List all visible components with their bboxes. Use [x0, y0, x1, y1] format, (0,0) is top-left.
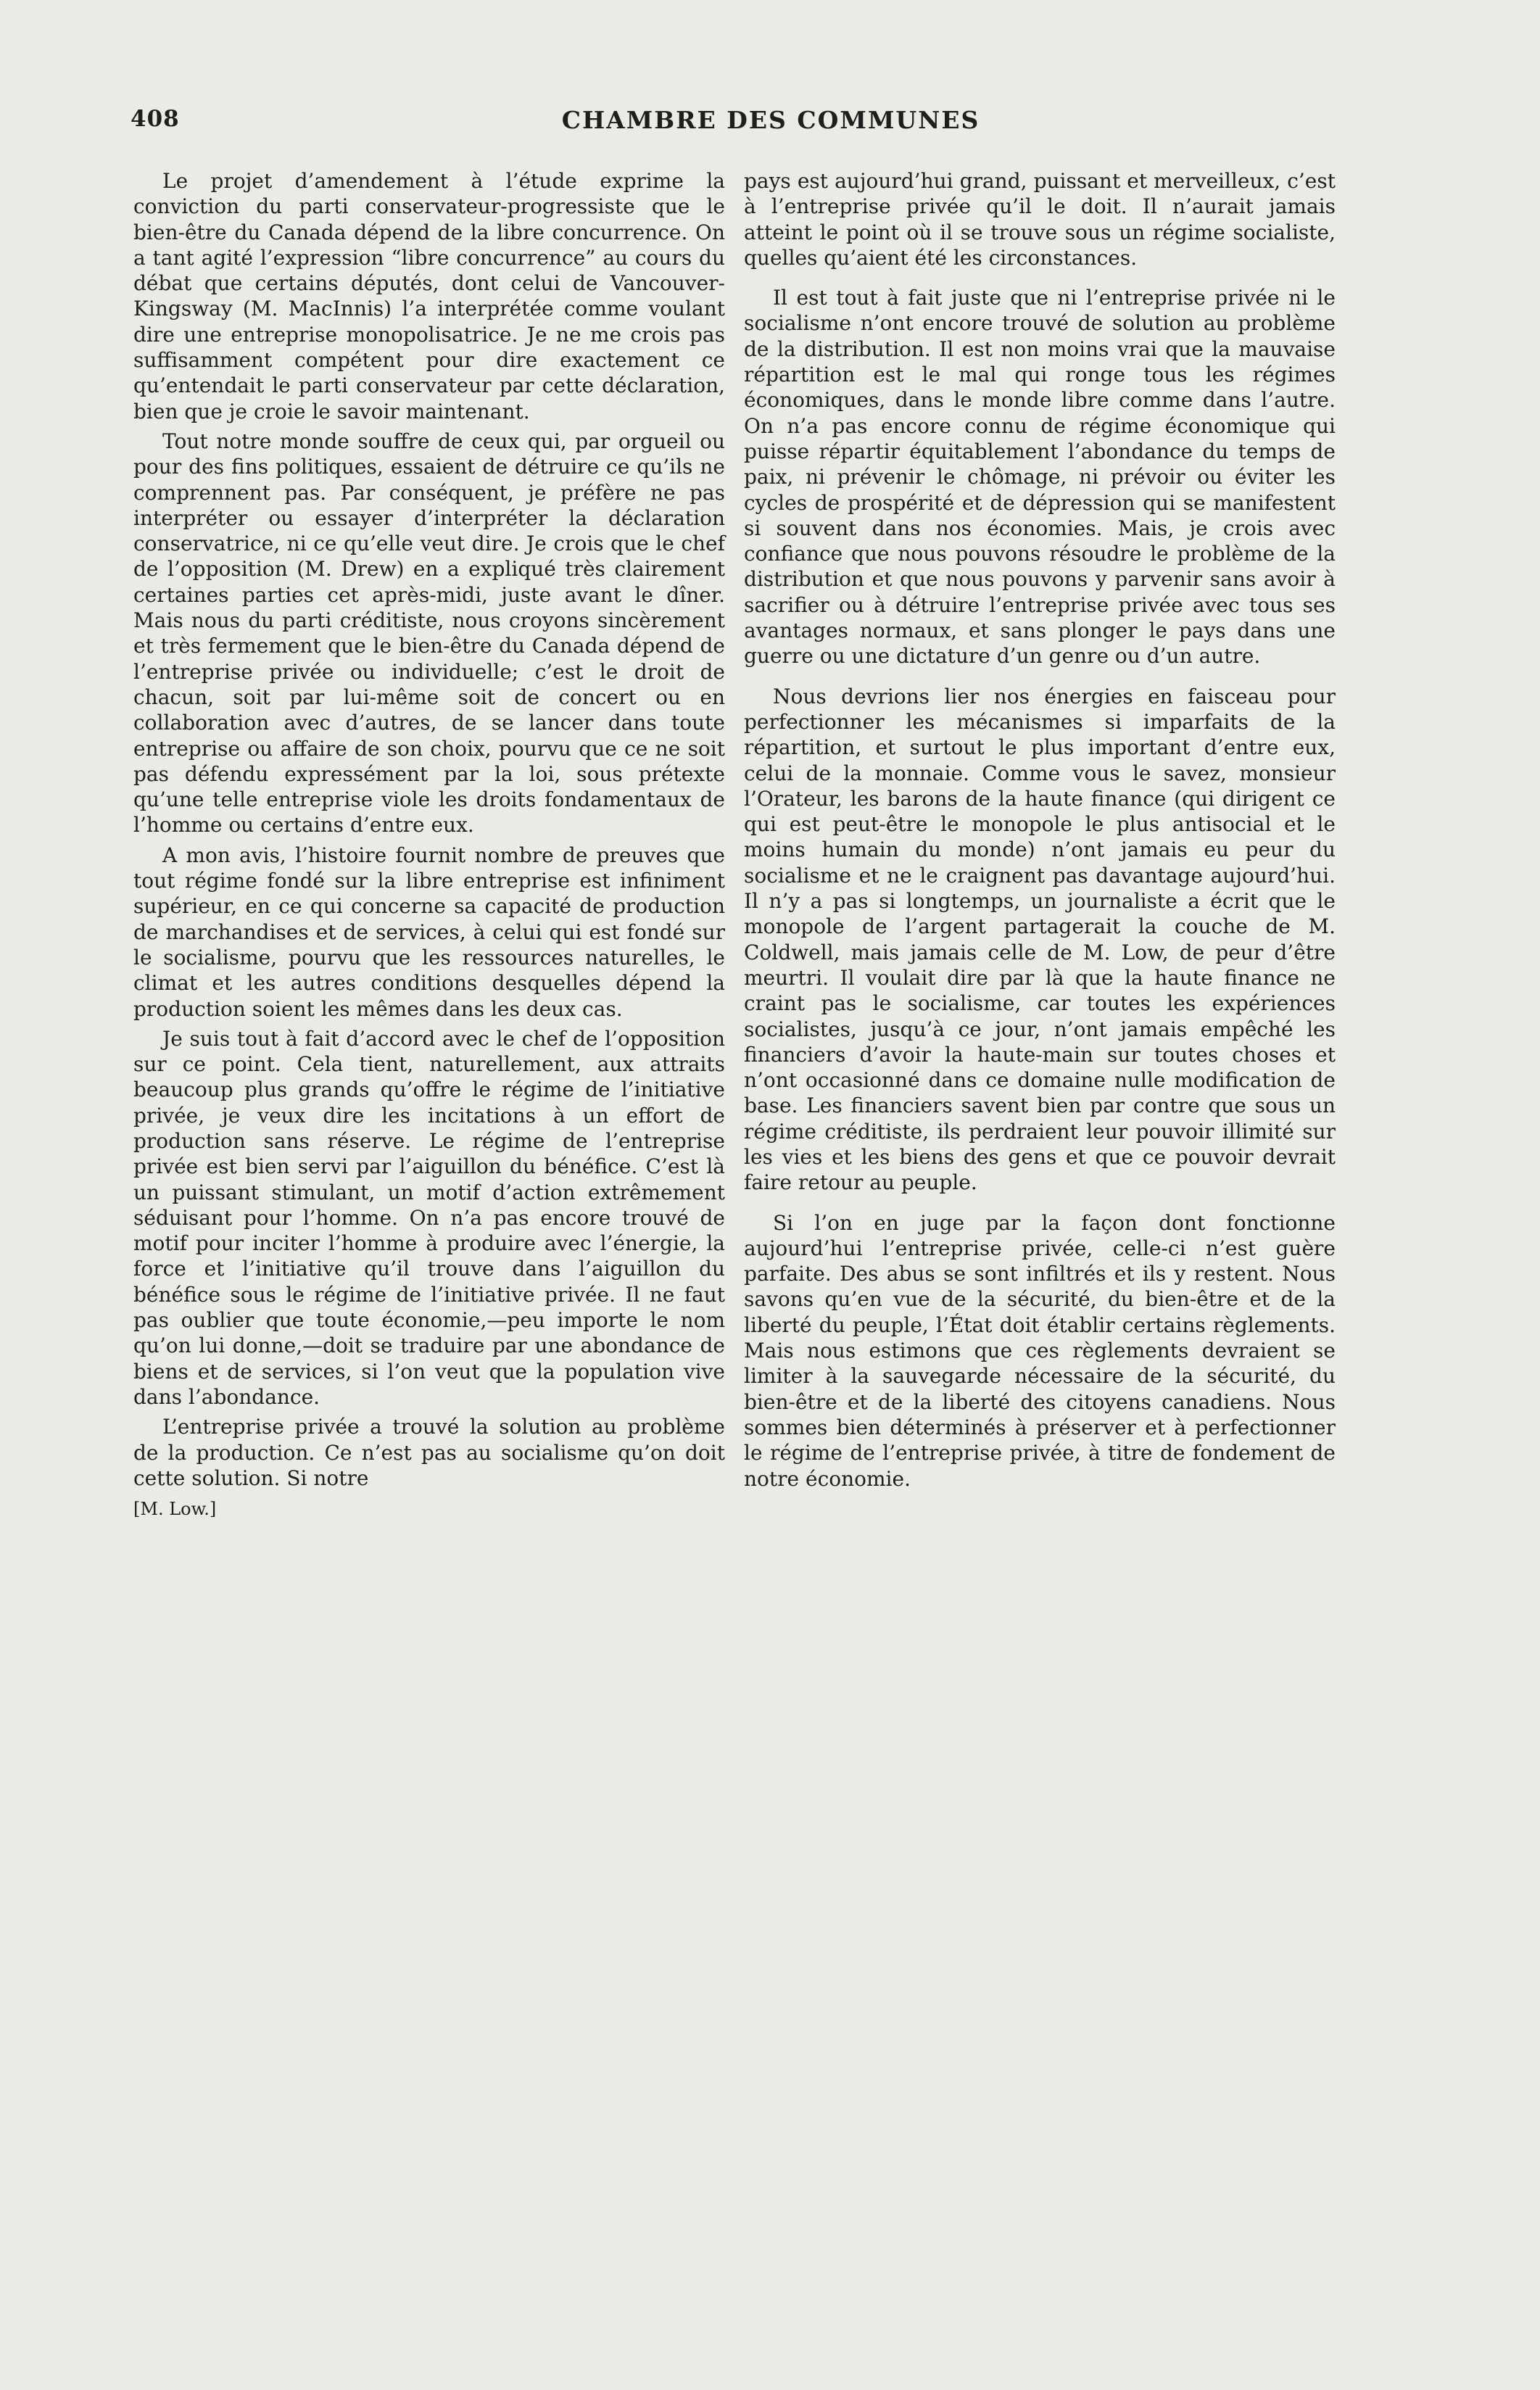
paragraph: A mon avis, l’histoire fournit nombre de preuves que tout régime fondé sur la libre entreprise est infiniment supérieur, en ce qui concerne sa capacité de production de marchandises et de services, à celui qui est fondé sur le socialisme, pourvu que les ressources naturelles, le climat et les autres conditions desquelles dépend la production soient les mêmes dans les deux cas.	[133, 843, 725, 1021]
page-number: 408	[131, 106, 180, 132]
paragraph: Si l’on en juge par la façon dont fonctionne aujourd’hui l’entreprise privée, celle-ci n’est guère parfaite. Des abus se sont infiltrés et ils y restent. Nous savons qu’en vue de la sécurité, du bien-être et de la liberté du peuple, l’État doit établir certains règlements. Mais nous estimons que ces règlements devraient se limiter à la sauvegarde nécessaire de la sécurité, du bien-être et de la liberté des citoyens canadiens. Nous sommes bien déterminés à préserver et à perfectionner le régime de l’entreprise privée, à titre de fondement de notre économie.	[744, 1210, 1336, 1491]
left-column	[133, 168, 725, 1520]
paragraph: Le projet d’amendement à l’étude exprime la conviction du parti conservateur-progressiste que le bien-être du Canada dépend de la libre concurrence. On a tant agité l’expression “libre concurrence” au cours du débat que certains députés, dont celui de Vancouver-Kingsway (M. MacInnis) l’a interprétée comme voulant dire une entreprise monopolisatrice. Je ne me crois pas suffisamment compétent pour dire exactement ce qu’entendait le parti conservateur par cette déclaration, bien que je croie le savoir maintenant.	[133, 169, 725, 423]
right-column	[744, 168, 1336, 1496]
running-title: CHAMBRE DES COMMUNES	[561, 106, 980, 134]
speaker-note: [M. Low.]	[133, 1499, 217, 1520]
paragraph: pays est aujourd’hui grand, puissant et merveilleux, c’est à l’entreprise privée qu’il le doit. Il n’aurait jamais atteint le point où il se trouve sous un régime socialiste, quelles qu’aient été les circonstances.	[744, 169, 1336, 270]
page-header	[131, 106, 1411, 142]
paragraph: L’entreprise privée a trouvé la solution au problème de la production. Ce n’est pas au socialisme qu’on doit cette solution. Si notre	[133, 1415, 725, 1490]
paragraph: Je suis tout à fait d’accord avec le chef de l’opposition sur ce point. Cela tient, naturellement, aux attraits beaucoup plus grands qu’offre le régime de l’initiative privée, je veux dire les incitations à un effort de production sans réserve. Le régime de l’entreprise privée est bien servi par l’aiguillon du bénéfice. C’est là un puissant stimulant, un motif d’action extrêmement séduisant pour l’homme. On n’a pas encore trouvé de motif pour inciter l’homme à produire avec l’énergie, la force et l’initiative qu’il trouve dans l’aiguillon du bénéfice sous le régime de l’initiative privée. Il ne faut pas oublier que toute économie,—peu importe le nom qu’on lui donne,—doit se traduire par une abondance de biens et de services, si l’on veut que la population vive dans l’abondance.	[133, 1026, 725, 1409]
paragraph: Nous devrions lier nos énergies en faisceau pour perfectionner les mécanismes si imparfaits de la répartition, et surtout le plus important d’entre eux, celui de la monnaie. Comme vous le savez, monsieur l’Orateur, les barons de la haute finance (qui dirigent ce qui est peut-être le monopole le plus antisocial et le moins humain du monde) n’ont jamais eu peur du socialisme et ne le craignent pas davantage aujourd’hui. Il n’y a pas si longtemps, un journaliste a écrit que le monopole de l’argent partagerait la couche de M. Coldwell, mais jamais celle de M. Low, de peur d’être meurtri. Il voulait dire par là que la haute finance ne craint pas le socialisme, car toutes les expériences socialistes, jusqu’à ce jour, n’ont jamais empêché les financiers d’avoir la haute-main sur toutes choses et n’ont occasionné dans ce domaine nulle modification de base. Les financiers savent bien par contre que sous un régime créditiste, ils perdraient leur pouvoir illimité sur les vies et les biens des gens et que ce pouvoir devrait faire retour au peuple.	[744, 684, 1336, 1195]
paragraph: Il est tout à fait juste que ni l’entreprise privée ni le socialisme n’ont encore trouvé de solution au problème de la distribution. Il est non moins vrai que la mauvaise répartition est le mal qui ronge tous les régimes économiques, dans le monde libre comme dans l’autre. On n’a pas encore connu de régime économique qui puisse répartir équitablement l’abondance du temps de paix, ni prévenir le chômage, ni prévoir ou éviter les cycles de prospérité et de dépression qui se manifestent si souvent dans nos économies. Mais, je crois avec confiance que nous pouvons résoudre le problème de la distribution et que nous pouvons y parvenir sans avoir à sacrifier ou à détruire l’entreprise privée avec tous ses avantages normaux, et sans plonger le pays dans une guerre ou une dictature d’un genre ou d’un autre.	[744, 286, 1336, 669]
paragraph: Tout notre monde souffre de ceux qui, par orgueil ou pour des fins politiques, essaient de détruire ce qu’ils ne comprennent pas. Par conséquent, je préfère ne pas interpréter ou essayer d’interpréter la déclaration conservatrice, ni ce qu’elle veut dire. Je crois que le chef de l’opposition (M. Drew) en a expliqué très clairement certaines parties cet après-midi, juste avant le dîner. Mais nous du parti créditiste, nous croyons sincèrement et très fermement que le bien-être du Canada dépend de l’entreprise privée ou individuelle; c’est le droit de chacun, soit par lui-même soit de concert ou en collaboration avec d’autres, de se lancer dans toute entreprise ou affaire de son choix, pourvu que ce ne soit pas défendu expressément par la loi, sous prétexte qu’une telle entreprise viole les droits fondamentaux de l’homme ou certains d’entre eux.	[133, 429, 725, 838]
